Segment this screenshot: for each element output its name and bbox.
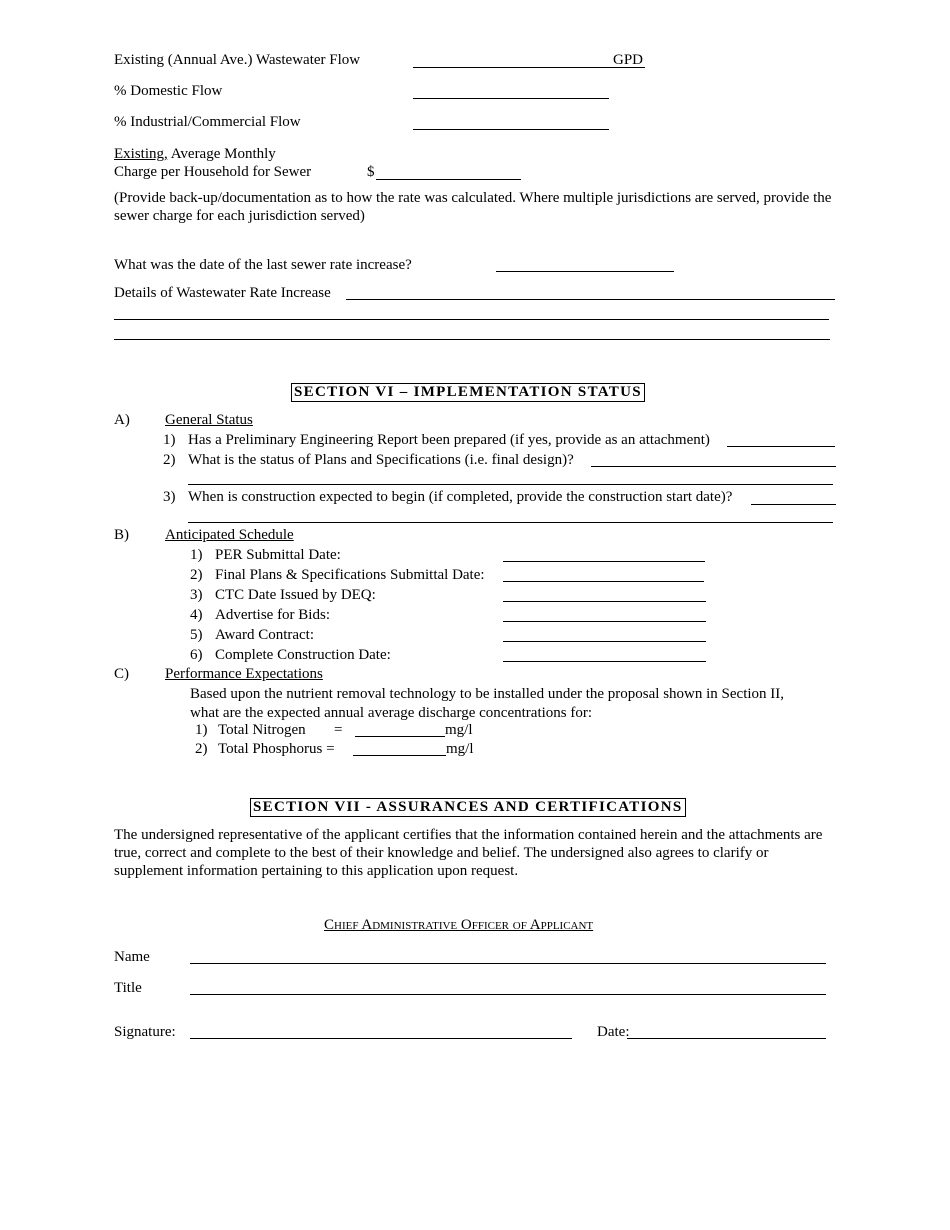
a-item-2-num: 2) (163, 452, 176, 468)
rate-details-field-3[interactable] (114, 339, 830, 340)
b-item-6-num: 6) (190, 647, 203, 663)
b-item-6-text: Complete Construction Date: (215, 647, 391, 663)
b-item-4-text: Advertise for Bids: (215, 607, 330, 623)
c-item-1-num: 1) (195, 722, 208, 738)
plans-status-field-2[interactable] (188, 484, 833, 485)
existing-flow-field[interactable] (413, 67, 645, 68)
rate-details-field-2[interactable] (114, 319, 829, 320)
construction-start-field-2[interactable] (188, 522, 833, 523)
charge-line-1-rest: Average Monthly (167, 146, 276, 162)
b-item-1-text: PER Submittal Date: (215, 547, 341, 563)
title-label: Title (114, 980, 142, 996)
total-phosphorus-field[interactable] (353, 755, 446, 756)
industrial-flow-field[interactable] (413, 129, 609, 130)
a-item-1-num: 1) (163, 432, 176, 448)
charge-line-1 (114, 145, 276, 163)
officer-heading: Chief Administrative Officer of Applicant (324, 917, 594, 933)
charge-note: (Provide back-up/documentation as to how the rate was calculated. Where multiple jurisdictions are served, provide the sewer charge for each jurisdiction served) (114, 190, 832, 224)
a-item-2-text: What is the status of Plans and Specifications (i.e. final design)? (188, 452, 574, 468)
name-field[interactable] (190, 963, 826, 964)
a-item-1-text: Has a Preliminary Engineering Report been prepared (if yes, provide as an attachment) (188, 432, 710, 448)
industrial-flow-label: % Industrial/Commercial Flow (114, 114, 301, 130)
section-6-a-letter: A) (114, 412, 130, 428)
name-label: Name (114, 949, 150, 965)
award-contract-date-field[interactable] (503, 641, 706, 642)
b-item-3-num: 3) (190, 587, 203, 603)
c-item-1-unit: mg/l (445, 722, 473, 738)
charge-line-2: Charge per Household for Sewer (114, 164, 312, 180)
final-plans-date-field[interactable] (503, 581, 704, 582)
total-nitrogen-field[interactable] (355, 736, 445, 737)
c-item-2-unit: mg/l (446, 741, 474, 757)
rate-date-field[interactable] (496, 271, 674, 272)
section-6-b-letter: B) (114, 527, 129, 543)
a-item-3-num: 3) (163, 489, 176, 505)
c-item-1-text: Total Nitrogen (218, 722, 306, 738)
signature-field[interactable] (190, 1038, 572, 1039)
plans-status-field-1[interactable] (591, 466, 836, 467)
charge-field[interactable] (376, 179, 521, 180)
existing-flow-label: Existing (Annual Ave.) Wastewater Flow (114, 52, 361, 68)
anticipated-schedule-heading: Anticipated Schedule (165, 527, 294, 543)
domestic-flow-field[interactable] (413, 98, 609, 99)
b-item-3-text: CTC Date Issued by DEQ: (215, 587, 376, 603)
title-field[interactable] (190, 994, 826, 995)
c-item-2-num: 2) (195, 741, 208, 757)
date-field[interactable] (627, 1038, 826, 1039)
date-label: Date: (597, 1024, 630, 1040)
signature-label: Signature: (114, 1024, 176, 1040)
ctc-date-field[interactable] (503, 601, 706, 602)
certification-body: The undersigned representative of the applicant certifies that the information contained herein and the attachments are true, correct and complete to the best of their knowledge and belief. The undersigned also agrees to clarify or supplement information pertaining to this application upon request. (114, 827, 823, 879)
section-7-title: SECTION VII - ASSURANCES AND CERTIFICATIONS (250, 798, 686, 817)
b-item-2-num: 2) (190, 567, 203, 583)
b-item-5-text: Award Contract: (215, 627, 315, 643)
rate-details-field-1[interactable] (346, 299, 835, 300)
c-item-2-text: Total Phosphorus = (218, 741, 335, 757)
b-item-1-num: 1) (190, 547, 203, 563)
dollar-sign: $ (367, 164, 375, 180)
advertise-bids-date-field[interactable] (503, 621, 706, 622)
b-item-4-num: 4) (190, 607, 203, 623)
performance-intro-line-2: what are the expected annual average discharge concentrations for: (190, 705, 593, 721)
rate-details-label: Details of Wastewater Rate Increase (114, 285, 331, 301)
section-6-c-letter: C) (114, 666, 129, 682)
performance-expectations-heading: Performance Expectations (165, 666, 323, 682)
existing-word: Existing, (114, 146, 168, 162)
b-item-2-text: Final Plans & Specifications Submittal Date: (215, 567, 485, 583)
general-status-heading: General Status (165, 412, 253, 428)
a-item-3-text: When is construction expected to begin (if completed, provide the construction start date)? (188, 489, 733, 505)
gpd-unit: GPD (613, 52, 644, 68)
section-6-title: SECTION VI – IMPLEMENTATION STATUS (291, 383, 645, 402)
b-item-5-num: 5) (190, 627, 203, 643)
construction-start-field-1[interactable] (751, 504, 836, 505)
per-prepared-field[interactable] (727, 446, 835, 447)
performance-intro-line-1: Based upon the nutrient removal technology to be installed under the proposal shown in Section II, (190, 686, 785, 702)
complete-construction-date-field[interactable] (503, 661, 706, 662)
rate-date-question: What was the date of the last sewer rate increase? (114, 257, 412, 273)
per-submittal-date-field[interactable] (503, 561, 705, 562)
domestic-flow-label: % Domestic Flow (114, 83, 223, 99)
c-item-1-eq: = (334, 722, 343, 738)
